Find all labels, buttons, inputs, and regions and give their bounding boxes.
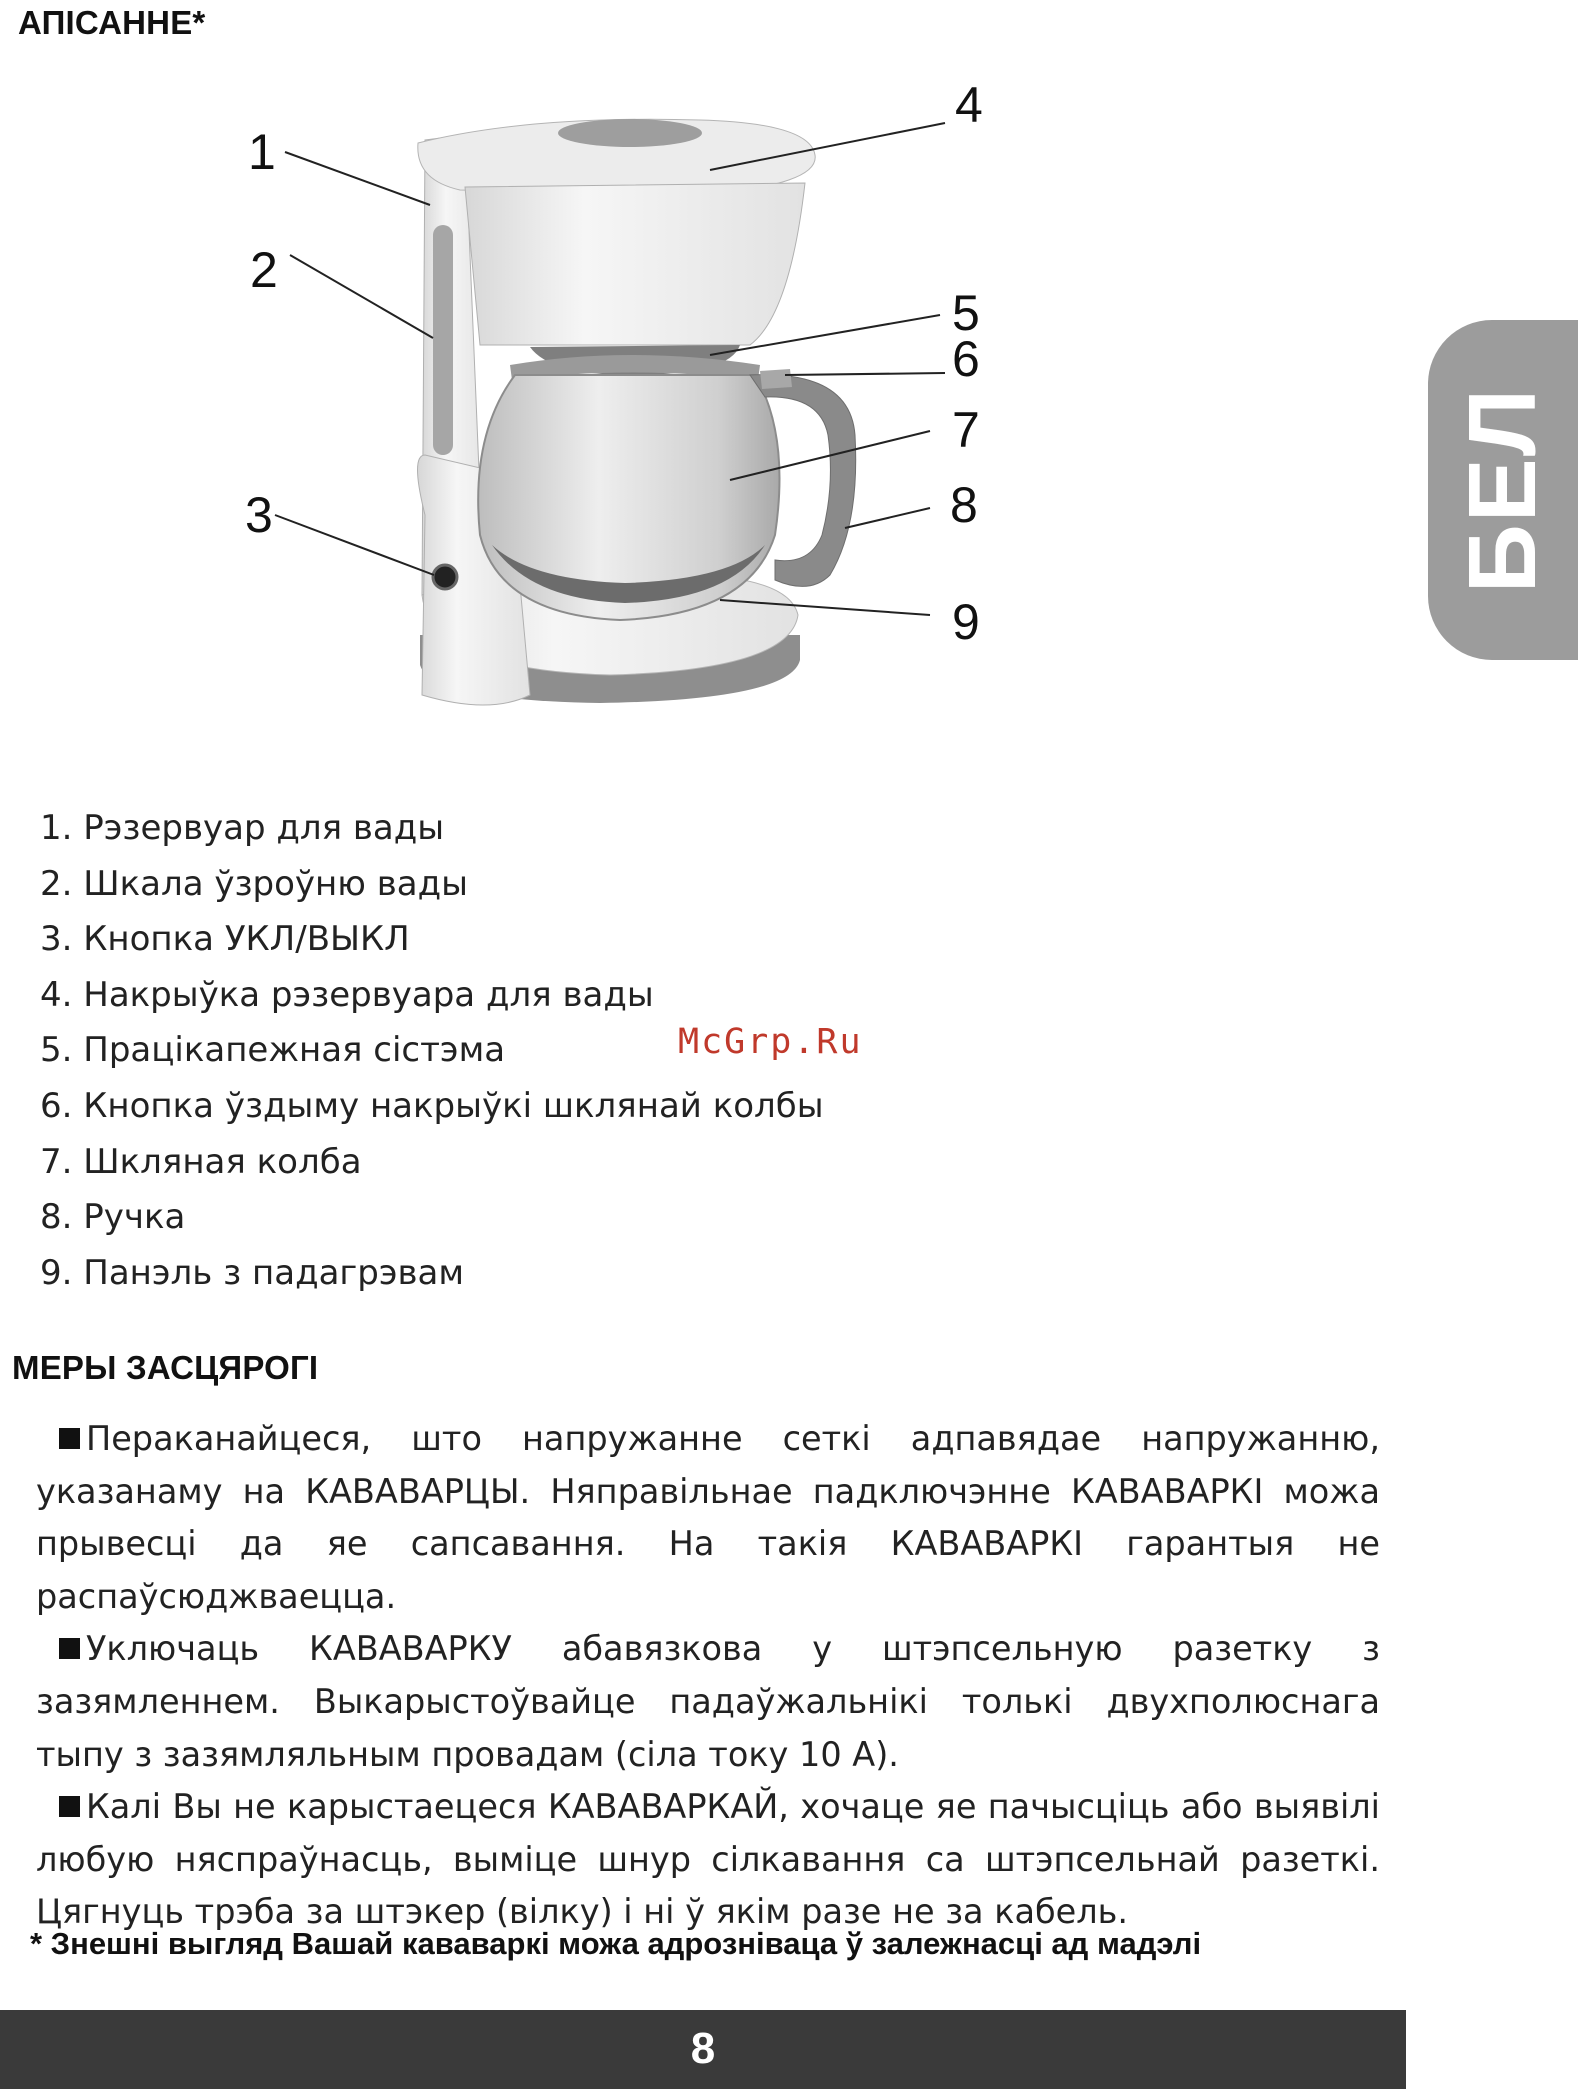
section-heading-safety: МЕРЫ ЗАСЦЯРОГІ — [12, 1349, 319, 1386]
list-item: 8. Ручка — [40, 1197, 186, 1238]
callout-7: 7 — [952, 402, 980, 458]
list-item: 6. Кнопка ўздыму накрыўкі шклянай колбы — [40, 1085, 824, 1126]
safety-paragraph — [36, 1623, 1380, 1781]
callout-3: 3 — [245, 487, 273, 543]
safety-paragraph — [36, 1413, 1380, 1623]
safety-paragraph-text: Пераканайцеся, што напружанне сеткі адпавядае напружанню, указанаму на КАВАВАРЦЫ. Няправільнае падключэнне КАВАВАРКІ можа прывесці да яе сапсавання. На такія КАВАВАРКІ гарантыя не распаўсюджваецца. — [36, 1419, 1380, 1616]
callout-2: 2 — [250, 242, 278, 298]
safety-paragraph-text: Калі Вы не карыстаецеся КАВАВАРКАЙ, хочаце яе пачысціць або выявілі любую няспраўнасць, выміце шнур сілкавання са штэпсельнай разеткі. Цягнуць трэба за штэкер (вілку) і ні ў якім разе не за кабель. — [36, 1787, 1380, 1932]
watermark: McGrp.Ru — [678, 1022, 863, 1062]
list-item: 3. Кнопка УКЛ/ВЫКЛ — [40, 919, 410, 960]
filter-holder — [465, 183, 805, 345]
footer-bar — [0, 2010, 1406, 2089]
list-item: 7. Шкляная колба — [40, 1141, 362, 1182]
language-tab-label: БЕЛ — [1449, 386, 1556, 594]
callout-4: 4 — [955, 77, 983, 133]
list-item: 1. Рэзервуар для вады — [40, 808, 445, 848]
list-item: 2. Шкала ўзроўню вады — [40, 863, 468, 904]
list-item: 9. Панэль з падагрэвам — [40, 1252, 465, 1293]
square-bullet-icon — [59, 1796, 80, 1817]
callout-5: 5 — [952, 285, 980, 341]
power-button — [433, 565, 457, 589]
safety-paragraph-text: Уключаць КАВАВАРКУ абавязкова у штэпсельную разетку з зазямленнем. Выкарыстоўвайце падаўжальнікі толькі двухполюснага тыпу з зазямляльным провадам (сіла току 10 А). — [36, 1629, 1380, 1774]
lid-top-detail — [558, 119, 702, 147]
callout-8: 8 — [950, 477, 978, 533]
footnote: * Знешні выгляд Вашай кававаркі можа адрозніваца ў залежнасці ад мадэлі — [30, 1926, 1202, 1961]
list-item: 5. Працікапежная сістэма — [40, 1030, 506, 1071]
safety-paragraph — [36, 1781, 1380, 1939]
square-bullet-icon — [59, 1638, 80, 1659]
safety-paragraphs — [36, 1413, 1380, 1939]
callout-9: 9 — [952, 594, 980, 650]
section-heading-description: АПІСАННЕ* — [18, 4, 206, 41]
coffee-maker-illustration — [230, 75, 1030, 715]
callout-1: 1 — [248, 124, 276, 180]
page-number: 8 — [690, 2024, 716, 2073]
list-item: 4. Накрыўка рэзервуара для вады — [40, 974, 654, 1015]
coffee-maker-figure — [230, 75, 1030, 715]
language-tab — [1428, 320, 1578, 660]
water-level-window — [433, 225, 453, 455]
square-bullet-icon — [59, 1428, 80, 1449]
callout-6: 6 — [952, 331, 980, 387]
handle-release-button — [760, 369, 792, 389]
